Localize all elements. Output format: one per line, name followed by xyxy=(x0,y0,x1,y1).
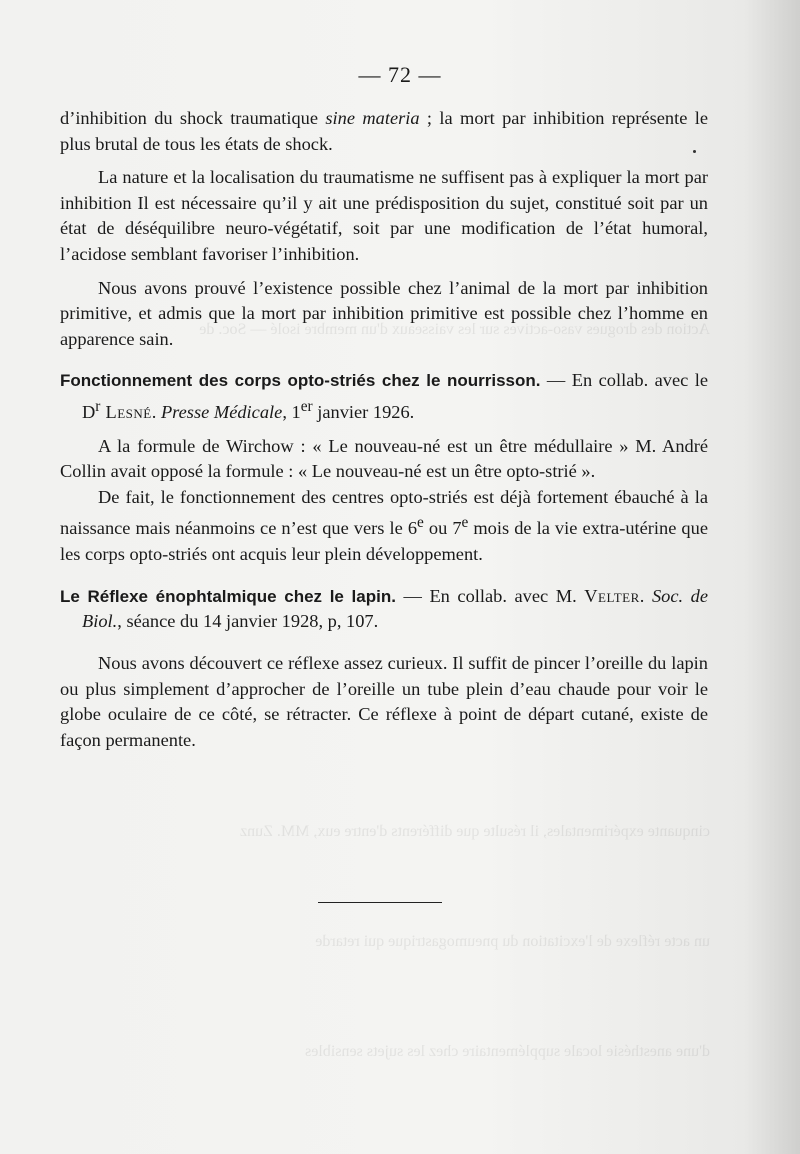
journal-name: Soc. de Biol. xyxy=(82,585,708,632)
bleed-through-text: un acte réflexe de l'excitation du pneumogastrique qui retarde xyxy=(315,933,710,950)
reference-entry: Le Réflexe énophtalmique chez le lapin. — En collab. avec M. Velter. Soc. de Biol., séance du 14 janvier 1928, p, 107. xyxy=(60,585,708,632)
paragraph: De fait, le fonctionnement des centres opto-striés est déjà fortement ébauché à la naissance mais néanmoins ce n’est que vers le 6e ou 7e mois de la vie extra-utérine que les corps opto-striés ont acquis leur plein développement. xyxy=(60,486,708,565)
page-number: — 72 — xyxy=(358,62,442,87)
bleed-through-text: cinquante expérimentales, il résulte que différents d'entre eux, MM. Zunz xyxy=(240,823,710,840)
author-name: Velter xyxy=(584,585,640,606)
paragraph: La nature et la localisation du traumatisme ne suffisent pas à expliquer la mort par inhibition Il est nécessaire qu’il y ait une prédisposition du sujet, constitué soit par un état de déséquilibre neuro-végétatif, soit par une modification de l’état humoral, l’acidose semblant favoriser l’inhibition. xyxy=(60,167,708,264)
author-name: Lesné xyxy=(100,402,152,423)
section-divider xyxy=(318,902,442,903)
reference-title: Fonctionnement des corps opto-striés chez le nourrisson. xyxy=(60,371,541,391)
paragraph: A la formule de Wirchow : « Le nouveau-né est un être médullaire » M. André Collin avait opposé la formule : « Le nouveau-né est un être opto-strié ». xyxy=(60,435,708,482)
paragraph: d’inhibition du shock traumatique sine materia ; la mort par inhibition représente le plus brutal de tous les états de shock. xyxy=(60,108,708,154)
paragraph: Nous avons prouvé l’existence possible chez l’animal de la mort par inhibition primitive, et admis que la mort par inhibition primitive est possible chez l’homme en apparence sain. xyxy=(60,277,708,349)
bleed-through-text: Action des drogues vaso-actives sur les vaisseaux d'un membre isolé — Soc. de xyxy=(199,321,710,338)
paragraph: Nous avons découvert ce réflexe assez curieux. Il suffit de pincer l’oreille du lapin ou plus simplement d’approcher de l’oreille un tube plein d’eau chaude pour voir le globe oculaire de ce côté, se rétracter. Ce réflexe à point de départ cutané, existe de façon permanente. xyxy=(60,652,708,750)
reference-entry: Fonctionnement des corps opto-striés chez le nourrisson. — En collab. avec le $D^r$ Lesné. Presse Médicale, 1er janvier 1926. xyxy=(60,370,708,423)
bleed-through-text: d'une anesthésie locale supplémentaire chez les sujets sensibles xyxy=(305,1043,710,1060)
body-text xyxy=(60,106,708,753)
journal-name: Presse Médicale xyxy=(160,402,283,423)
reference-title: Le Réflexe énophtalmique chez le lapin. xyxy=(60,586,396,606)
